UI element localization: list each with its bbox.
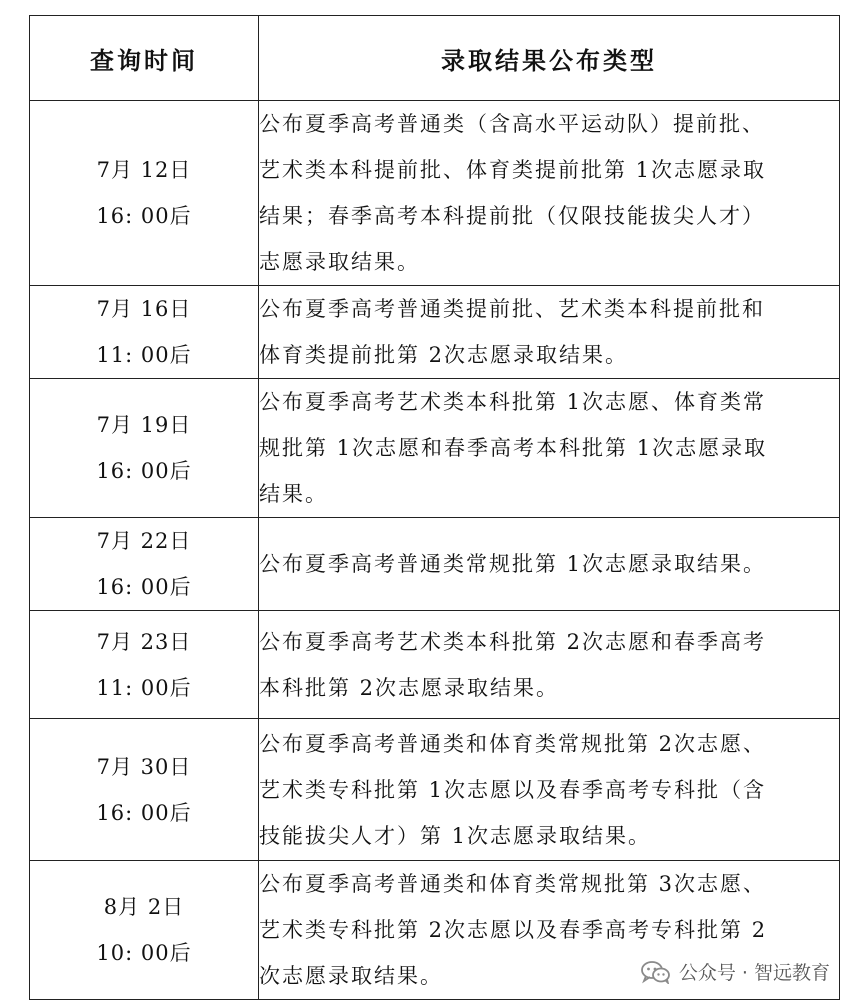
query-hour: 16: 00后	[96, 575, 192, 599]
table-row	[30, 719, 840, 861]
result-type-line: 本科批第 2次志愿录取结果。	[259, 675, 560, 700]
wechat-icon	[641, 960, 671, 984]
result-type-line: 志愿录取结果。	[259, 250, 420, 274]
query-date: 7月 16日	[96, 297, 192, 321]
query-time-cell	[30, 286, 259, 379]
query-time-cell	[30, 861, 259, 1000]
result-type-cell	[259, 518, 840, 611]
result-type-line: 公布夏季高考普通类提前批、艺术类本科提前批和	[259, 297, 765, 321]
result-type-cell	[259, 719, 840, 861]
result-type-cell	[259, 286, 840, 379]
result-type-cell	[259, 611, 840, 719]
query-date: 7月 23日	[96, 629, 192, 654]
result-type-line: 艺术类专科批第 2次志愿以及春季高考专科批第 2	[259, 918, 768, 942]
query-hour: 16: 00后	[96, 459, 192, 483]
result-type-line: 公布夏季高考普通类常规批第 1次志愿录取结果。	[259, 552, 767, 576]
result-type-line: 公布夏季高考普通类和体育类常规批第 2次志愿、	[259, 731, 767, 756]
query-time-cell	[30, 719, 259, 861]
query-date: 7月 12日	[96, 158, 192, 182]
query-date: 8月 2日	[103, 895, 185, 919]
table-header-row	[30, 16, 840, 101]
table-row	[30, 101, 840, 286]
query-hour: 10: 00后	[96, 941, 192, 965]
result-type-cell	[259, 379, 840, 518]
table-row	[30, 379, 840, 518]
result-type-line: 次志愿录取结果。	[259, 964, 443, 988]
result-type-line: 艺术类本科提前批、体育类提前批第 1次志愿录取	[259, 158, 767, 182]
query-hour: 16: 00后	[96, 204, 192, 228]
result-type-line: 结果。	[259, 482, 328, 506]
query-time-cell	[30, 518, 259, 611]
table-row	[30, 286, 840, 379]
query-date: 7月 22日	[96, 529, 192, 553]
result-type-line: 公布夏季高考艺术类本科批第 1次志愿、体育类常	[259, 390, 767, 414]
query-date: 7月 30日	[96, 754, 192, 779]
table-row	[30, 518, 840, 611]
query-date: 7月 19日	[96, 413, 192, 437]
query-time-cell	[30, 379, 259, 518]
admission-schedule-table	[29, 15, 840, 1000]
query-time-cell	[30, 611, 259, 719]
result-type-line: 公布夏季高考艺术类本科批第 2次志愿和春季高考	[259, 629, 767, 654]
query-hour: 11: 00后	[96, 675, 192, 700]
query-hour: 11: 00后	[96, 343, 192, 367]
query-time-cell	[30, 101, 259, 286]
result-type-line: 技能拔尖人才）第 1次志愿录取结果。	[259, 823, 652, 848]
header-query-time: 查询时间	[30, 16, 259, 101]
table-row	[30, 611, 840, 719]
query-hour: 16: 00后	[96, 800, 192, 825]
result-type-line: 结果；春季高考本科提前批（仅限技能拔尖人才）	[259, 204, 765, 228]
account-watermark	[637, 956, 834, 987]
result-type-line: 公布夏季高考普通类和体育类常规批第 3次志愿、	[259, 872, 767, 896]
result-type-line: 规批第 1次志愿和春季高考本科批第 1次志愿录取	[259, 436, 768, 460]
header-result-type: 录取结果公布类型	[259, 16, 840, 101]
result-type-line: 艺术类专科批第 1次志愿以及春季高考专科批（含	[259, 777, 767, 802]
result-type-line: 体育类提前批第 2次志愿录取结果。	[259, 343, 629, 367]
result-type-cell	[259, 101, 840, 286]
result-type-line: 公布夏季高考普通类（含高水平运动队）提前批、	[259, 112, 765, 136]
watermark-text: 公众号 · 智远教育	[678, 962, 830, 984]
